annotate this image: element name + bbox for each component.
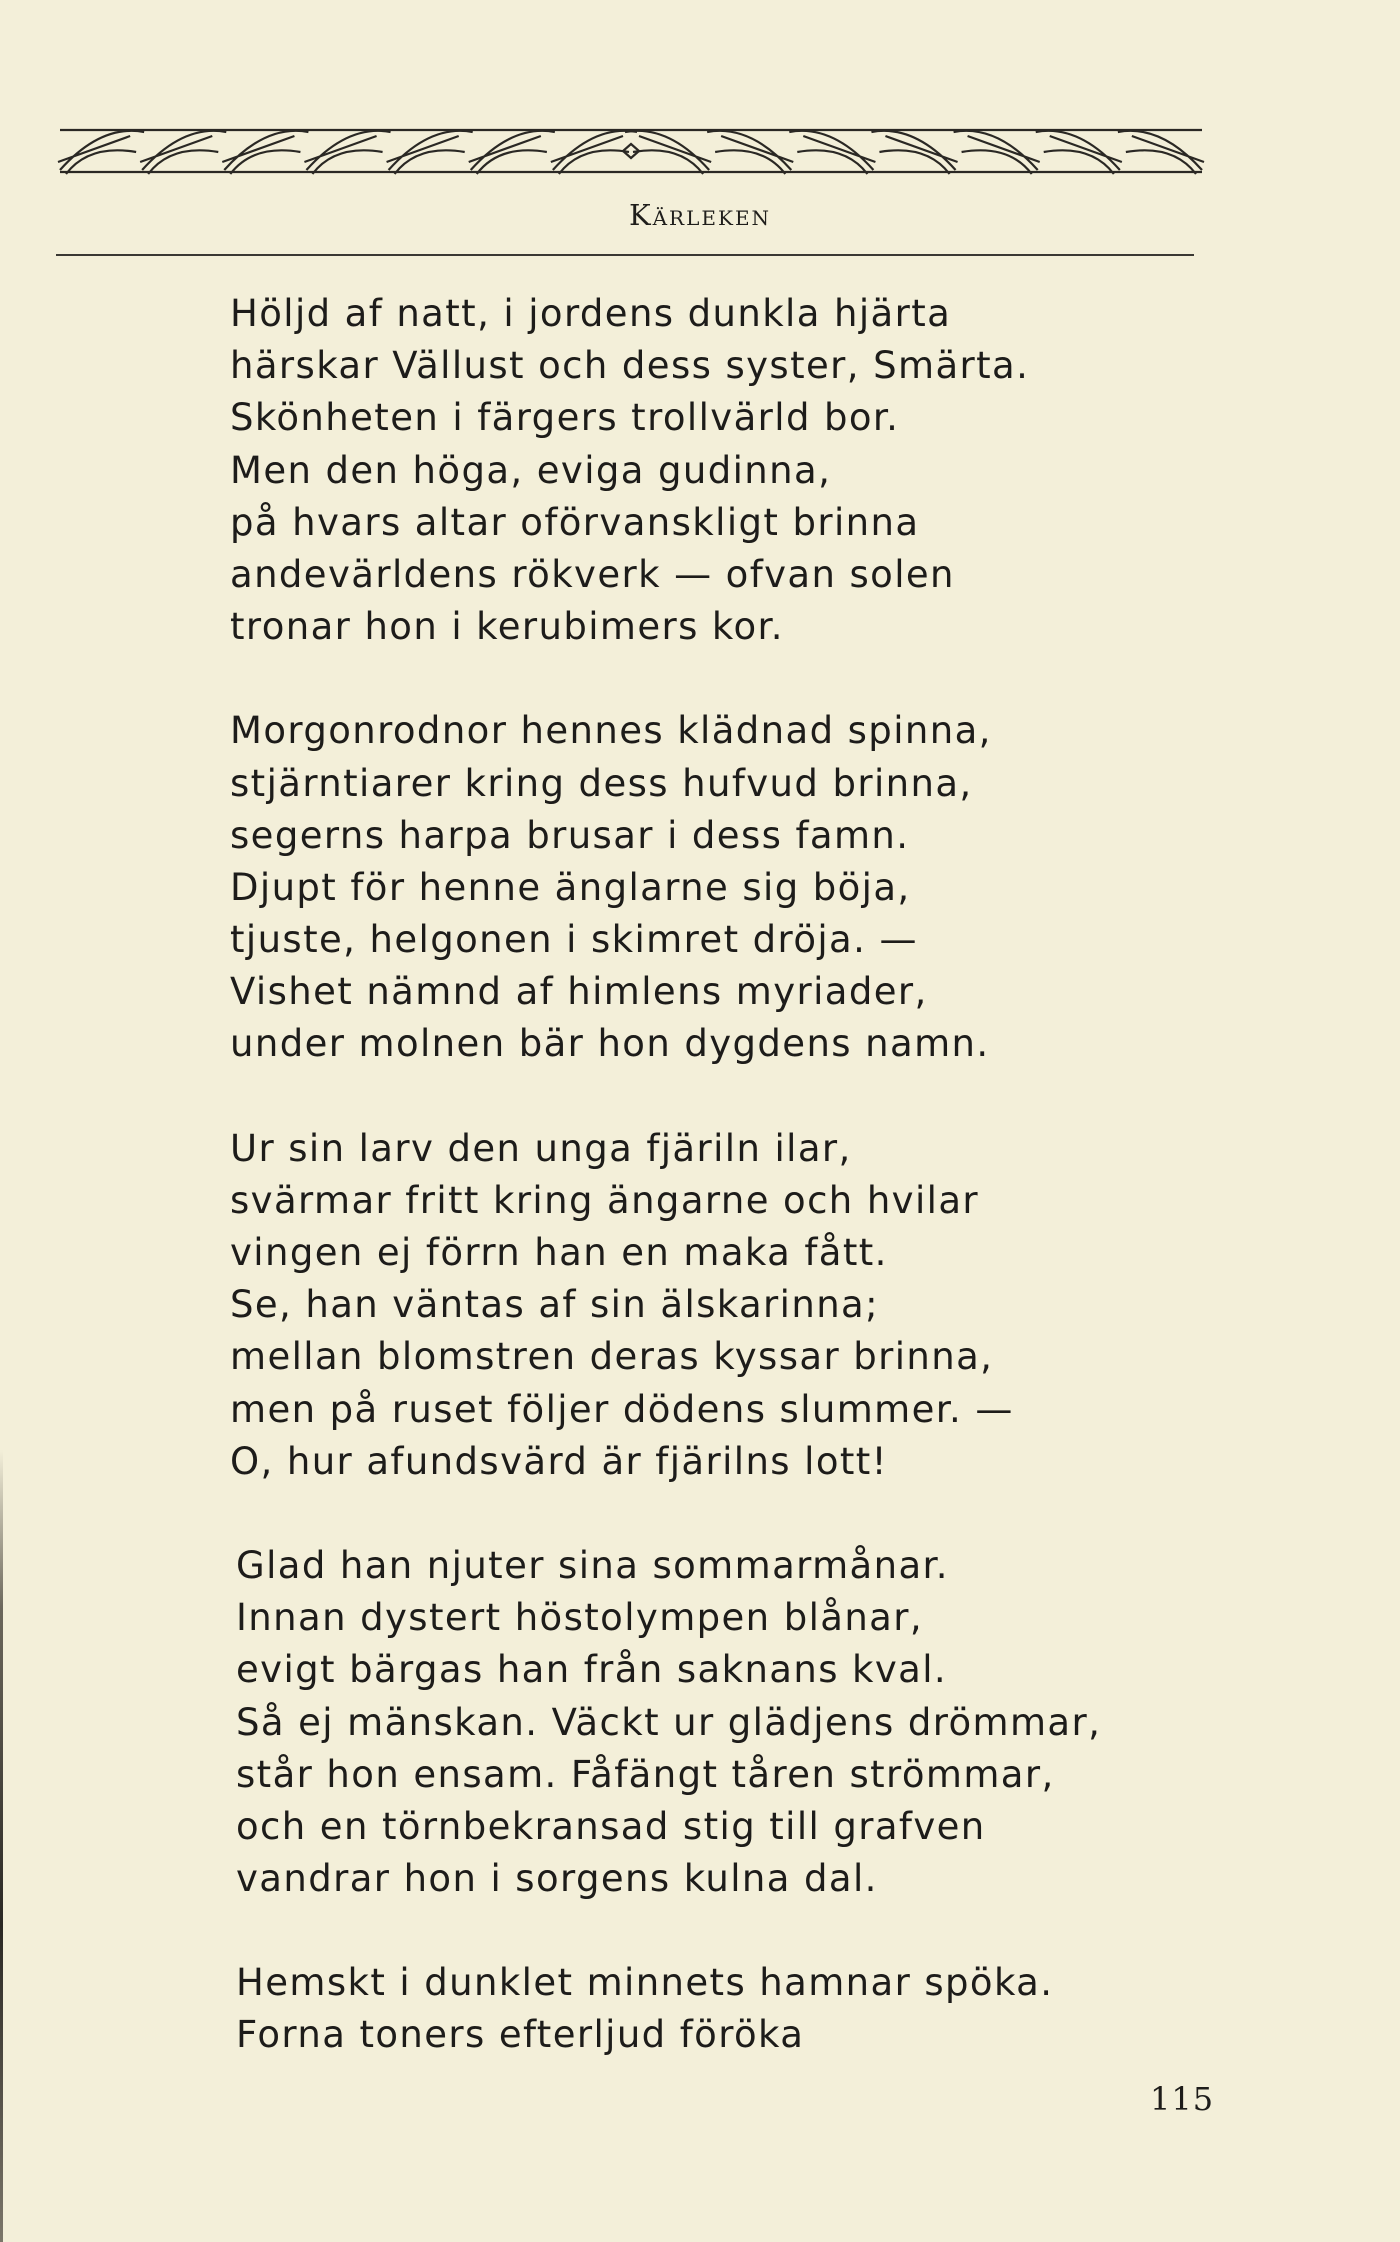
verse-line: Morgonrodnor hennes klädnad spinna, bbox=[230, 709, 992, 753]
verse-line: men på ruset följer dödens slummer. — bbox=[230, 1387, 1014, 1431]
ornament-link bbox=[222, 131, 308, 174]
verse-line: tronar hon i kerubimers kor. bbox=[230, 605, 784, 649]
stanza-5 bbox=[236, 1957, 1160, 2061]
verse-line: segerns harpa brusar i dess famn. bbox=[230, 813, 910, 857]
stanza-3 bbox=[230, 1123, 1160, 1488]
stanza-2 bbox=[230, 705, 1160, 1070]
ornament-link bbox=[871, 131, 957, 174]
verse-line: Se, han väntas af sin älskarinna; bbox=[230, 1283, 879, 1327]
verse-line: och en törnbekransad stig till grafven bbox=[236, 1804, 986, 1848]
header-ornament-band bbox=[56, 122, 1206, 180]
ornament-link bbox=[1118, 131, 1204, 174]
verse-line: vingen ej förrn han en maka fått. bbox=[230, 1231, 888, 1274]
verse-line: svärmar fritt kring ängarne och hvilar bbox=[230, 1178, 980, 1222]
verse-line: Så ej mänskan. Väckt ur glädjens drömmar, bbox=[236, 1700, 1102, 1744]
ornament-link bbox=[954, 131, 1040, 174]
ornament-link bbox=[707, 131, 793, 174]
stanza-4 bbox=[236, 1540, 1160, 1905]
header-rule bbox=[56, 254, 1194, 256]
scan-edge-shadow bbox=[0, 1450, 3, 2242]
verse-line: Skönheten i färgers trollvärld bor. bbox=[230, 396, 900, 440]
verse-line: evigt bärgas han från saknans kval. bbox=[236, 1648, 948, 1692]
verse-line: står hon ensam. Fåfängt tåren strömmar, bbox=[236, 1752, 1055, 1796]
verse-line: Men den höga, eviga gudinna, bbox=[230, 448, 832, 492]
running-title: Kärleken bbox=[628, 198, 772, 232]
verse-line: Forna toners efterljud föröka bbox=[236, 2013, 805, 2057]
ornament-link bbox=[469, 131, 555, 174]
verse-line: vandrar hon i sorgens kulna dal. bbox=[236, 1857, 878, 1901]
verse-line: Vishet nämnd af himlens myriader, bbox=[230, 970, 928, 1014]
stanza-1 bbox=[230, 288, 1160, 653]
verse-line: Glad han njuter sina sommarmånar. bbox=[236, 1543, 949, 1587]
verse-line: stjärntiarer kring dess hufvud brinna, bbox=[230, 761, 973, 805]
verse-line: Hemskt i dunklet minnets hamnar spöka. bbox=[236, 1961, 1054, 2005]
poem-body bbox=[230, 288, 1160, 2114]
verse-line: på hvars altar oförvanskligt brinna bbox=[230, 500, 920, 544]
verse-line: Ur sin larv den unga fjäriln ilar, bbox=[230, 1126, 852, 1170]
verse-line: tjuste, helgonen i skimret dröja. — bbox=[230, 918, 918, 962]
ornament-link bbox=[1036, 131, 1122, 174]
verse-line: Höljd af natt, i jordens dunkla hjärta bbox=[230, 292, 952, 335]
ornament-link bbox=[789, 131, 875, 174]
verse-line: andevärldens rökverk — ofvan solen bbox=[230, 552, 955, 596]
ornament-link bbox=[58, 131, 144, 174]
verse-line: Innan dystert höstolympen blånar, bbox=[236, 1596, 924, 1640]
verse-line: härskar Vällust och dess syster, Smärta. bbox=[230, 344, 1030, 388]
verse-line: under molnen bär hon dygdens namn. bbox=[230, 1022, 990, 1066]
ornament-link bbox=[140, 131, 226, 174]
verse-line: mellan blomstren deras kyssar brinna, bbox=[230, 1335, 994, 1379]
verse-line: O, hur afundsvärd är fjärilns lott! bbox=[230, 1439, 888, 1483]
ornament-link bbox=[387, 131, 473, 174]
page-number: 115 bbox=[1150, 2080, 1215, 2118]
verse-line: Djupt för henne änglarne sig böja, bbox=[230, 865, 911, 909]
ornament-link bbox=[304, 131, 390, 174]
